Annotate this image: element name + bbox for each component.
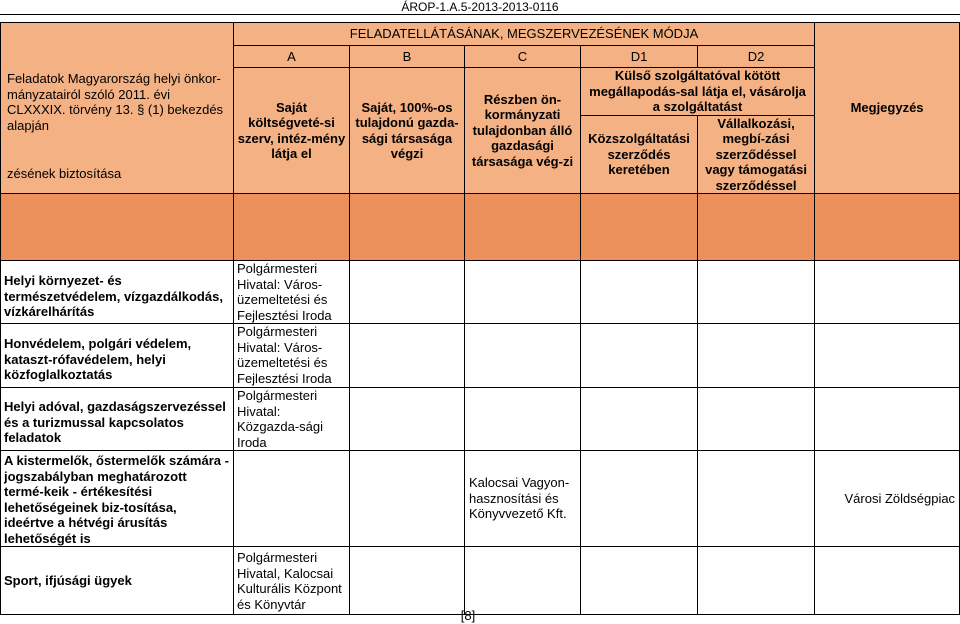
col-d1-cell <box>581 547 698 615</box>
col-c-cell: Kalocsai Vagyon-hasznosítási és Könyvvezető Kft. <box>465 451 581 547</box>
col-b-cell <box>350 324 465 388</box>
letter-d1: D1 <box>581 46 698 68</box>
col-d1-cell <box>581 388 698 451</box>
notes-cell <box>815 261 960 324</box>
task-cell: Helyi környezet- és természetvédelem, vízgazdálkodás, vízkárelhárítás <box>1 261 234 324</box>
notes-cell: Városi Zöldségpiac <box>815 451 960 547</box>
col-d1-cell <box>581 324 698 388</box>
letter-c: C <box>465 46 581 68</box>
task-table <box>0 22 960 615</box>
task-cell: Sport, ifjúsági ügyek <box>1 547 234 615</box>
col-a-header: Saját költségveté-si szerv, intéz-mény látja el <box>234 68 350 194</box>
col-d1-cell <box>581 261 698 324</box>
col-b-cell <box>350 388 465 451</box>
col-c-cell <box>465 388 581 451</box>
header-bottom-spacer <box>698 194 815 261</box>
col-d2-cell <box>698 451 815 547</box>
col-b-cell <box>350 547 465 615</box>
col-d1-header: Közszolgáltatási szerződés keretében <box>581 115 698 194</box>
table-row <box>1 451 960 547</box>
col-c-cell <box>465 261 581 324</box>
letter-d2: D2 <box>698 46 815 68</box>
letter-a: A <box>234 46 350 68</box>
header-bottom-spacer <box>1 194 234 261</box>
notes-cell <box>815 324 960 388</box>
col-a-cell <box>234 451 350 547</box>
notes-cell <box>815 388 960 451</box>
col-d1-cell <box>581 451 698 547</box>
header-bottom-spacer <box>234 194 350 261</box>
header-bottom-spacer <box>465 194 581 261</box>
col-c-cell <box>465 547 581 615</box>
task-cell: A kistermelők, őstermelők számára - jogszabályban meghatározott termé-keik - értékesítési lehetőségeinek biz-tosítása, ideértve a hétvégi árusítás lehetőségét is <box>1 451 234 547</box>
table-title: FELADATELLÁTÁSÁNAK, MEGSZERVEZÉSÉNEK MÓDJA <box>234 23 815 46</box>
col-b-cell <box>350 261 465 324</box>
table-row <box>1 388 960 451</box>
letter-b: B <box>350 46 465 68</box>
col-b-header: Saját, 100%-os tulajdonú gazda-sági társasága végzi <box>350 68 465 194</box>
left-header-top-text: Feladatok Magyarország helyi önkor-mányzatairól szóló 2011. évi CLXXXIX. törvény 13. § (1) bekezdés alapján <box>7 71 224 133</box>
header-bottom-spacer <box>815 194 960 261</box>
col-a-cell: Polgármesteri Hivatal: Város-üzemeltetési és Fejlesztési Iroda <box>234 324 350 388</box>
header-bottom-spacer <box>350 194 465 261</box>
col-d2-header: Vállalkozási, megbí-zási szerződéssel vagy támogatási szerződéssel <box>698 115 815 194</box>
col-b-cell <box>350 451 465 547</box>
task-cell: Honvédelem, polgári védelem, kataszt-rófavédelem, helyi közfoglalkoztatás <box>1 324 234 388</box>
left-header-cell <box>1 23 234 194</box>
table-row <box>1 261 960 324</box>
col-d2-cell <box>698 388 815 451</box>
col-a-cell: Polgármesteri Hivatal: Város-üzemeltetési és Fejlesztési Iroda <box>234 261 350 324</box>
table-row <box>1 547 960 615</box>
col-d2-cell <box>698 324 815 388</box>
col-d2-cell <box>698 261 815 324</box>
notes-header: Megjegyzés <box>815 23 960 194</box>
header-bottom-spacer <box>581 194 698 261</box>
header-rule <box>0 14 960 15</box>
table-row <box>1 324 960 388</box>
task-cell: Helyi adóval, gazdaságszervezéssel és a turizmussal kapcsolatos feladatok <box>1 388 234 451</box>
notes-cell <box>815 547 960 615</box>
col-c-cell <box>465 324 581 388</box>
col-c-header: Részben ön-kormányzati tulajdonban álló gazdasági társasága vég-zi <box>465 68 581 194</box>
col-a-cell: Polgármesteri Hivatal: Közgazda-sági Iroda <box>234 388 350 451</box>
col-d2-cell <box>698 547 815 615</box>
left-header-bottom-text: zésének biztosítása <box>7 166 122 181</box>
col-d-group-header: Külső szolgáltatóval kötött megállapodás-sal látja el, vásárolja a szolgáltatást <box>581 68 815 116</box>
document-header: ÁROP-1.A.5-2013-2013-0116 <box>401 0 559 14</box>
col-a-cell: Polgármesteri Hivatal, Kalocsai Kulturális Központ és Könyvtár <box>234 547 350 615</box>
page-number: [8] <box>460 608 476 623</box>
